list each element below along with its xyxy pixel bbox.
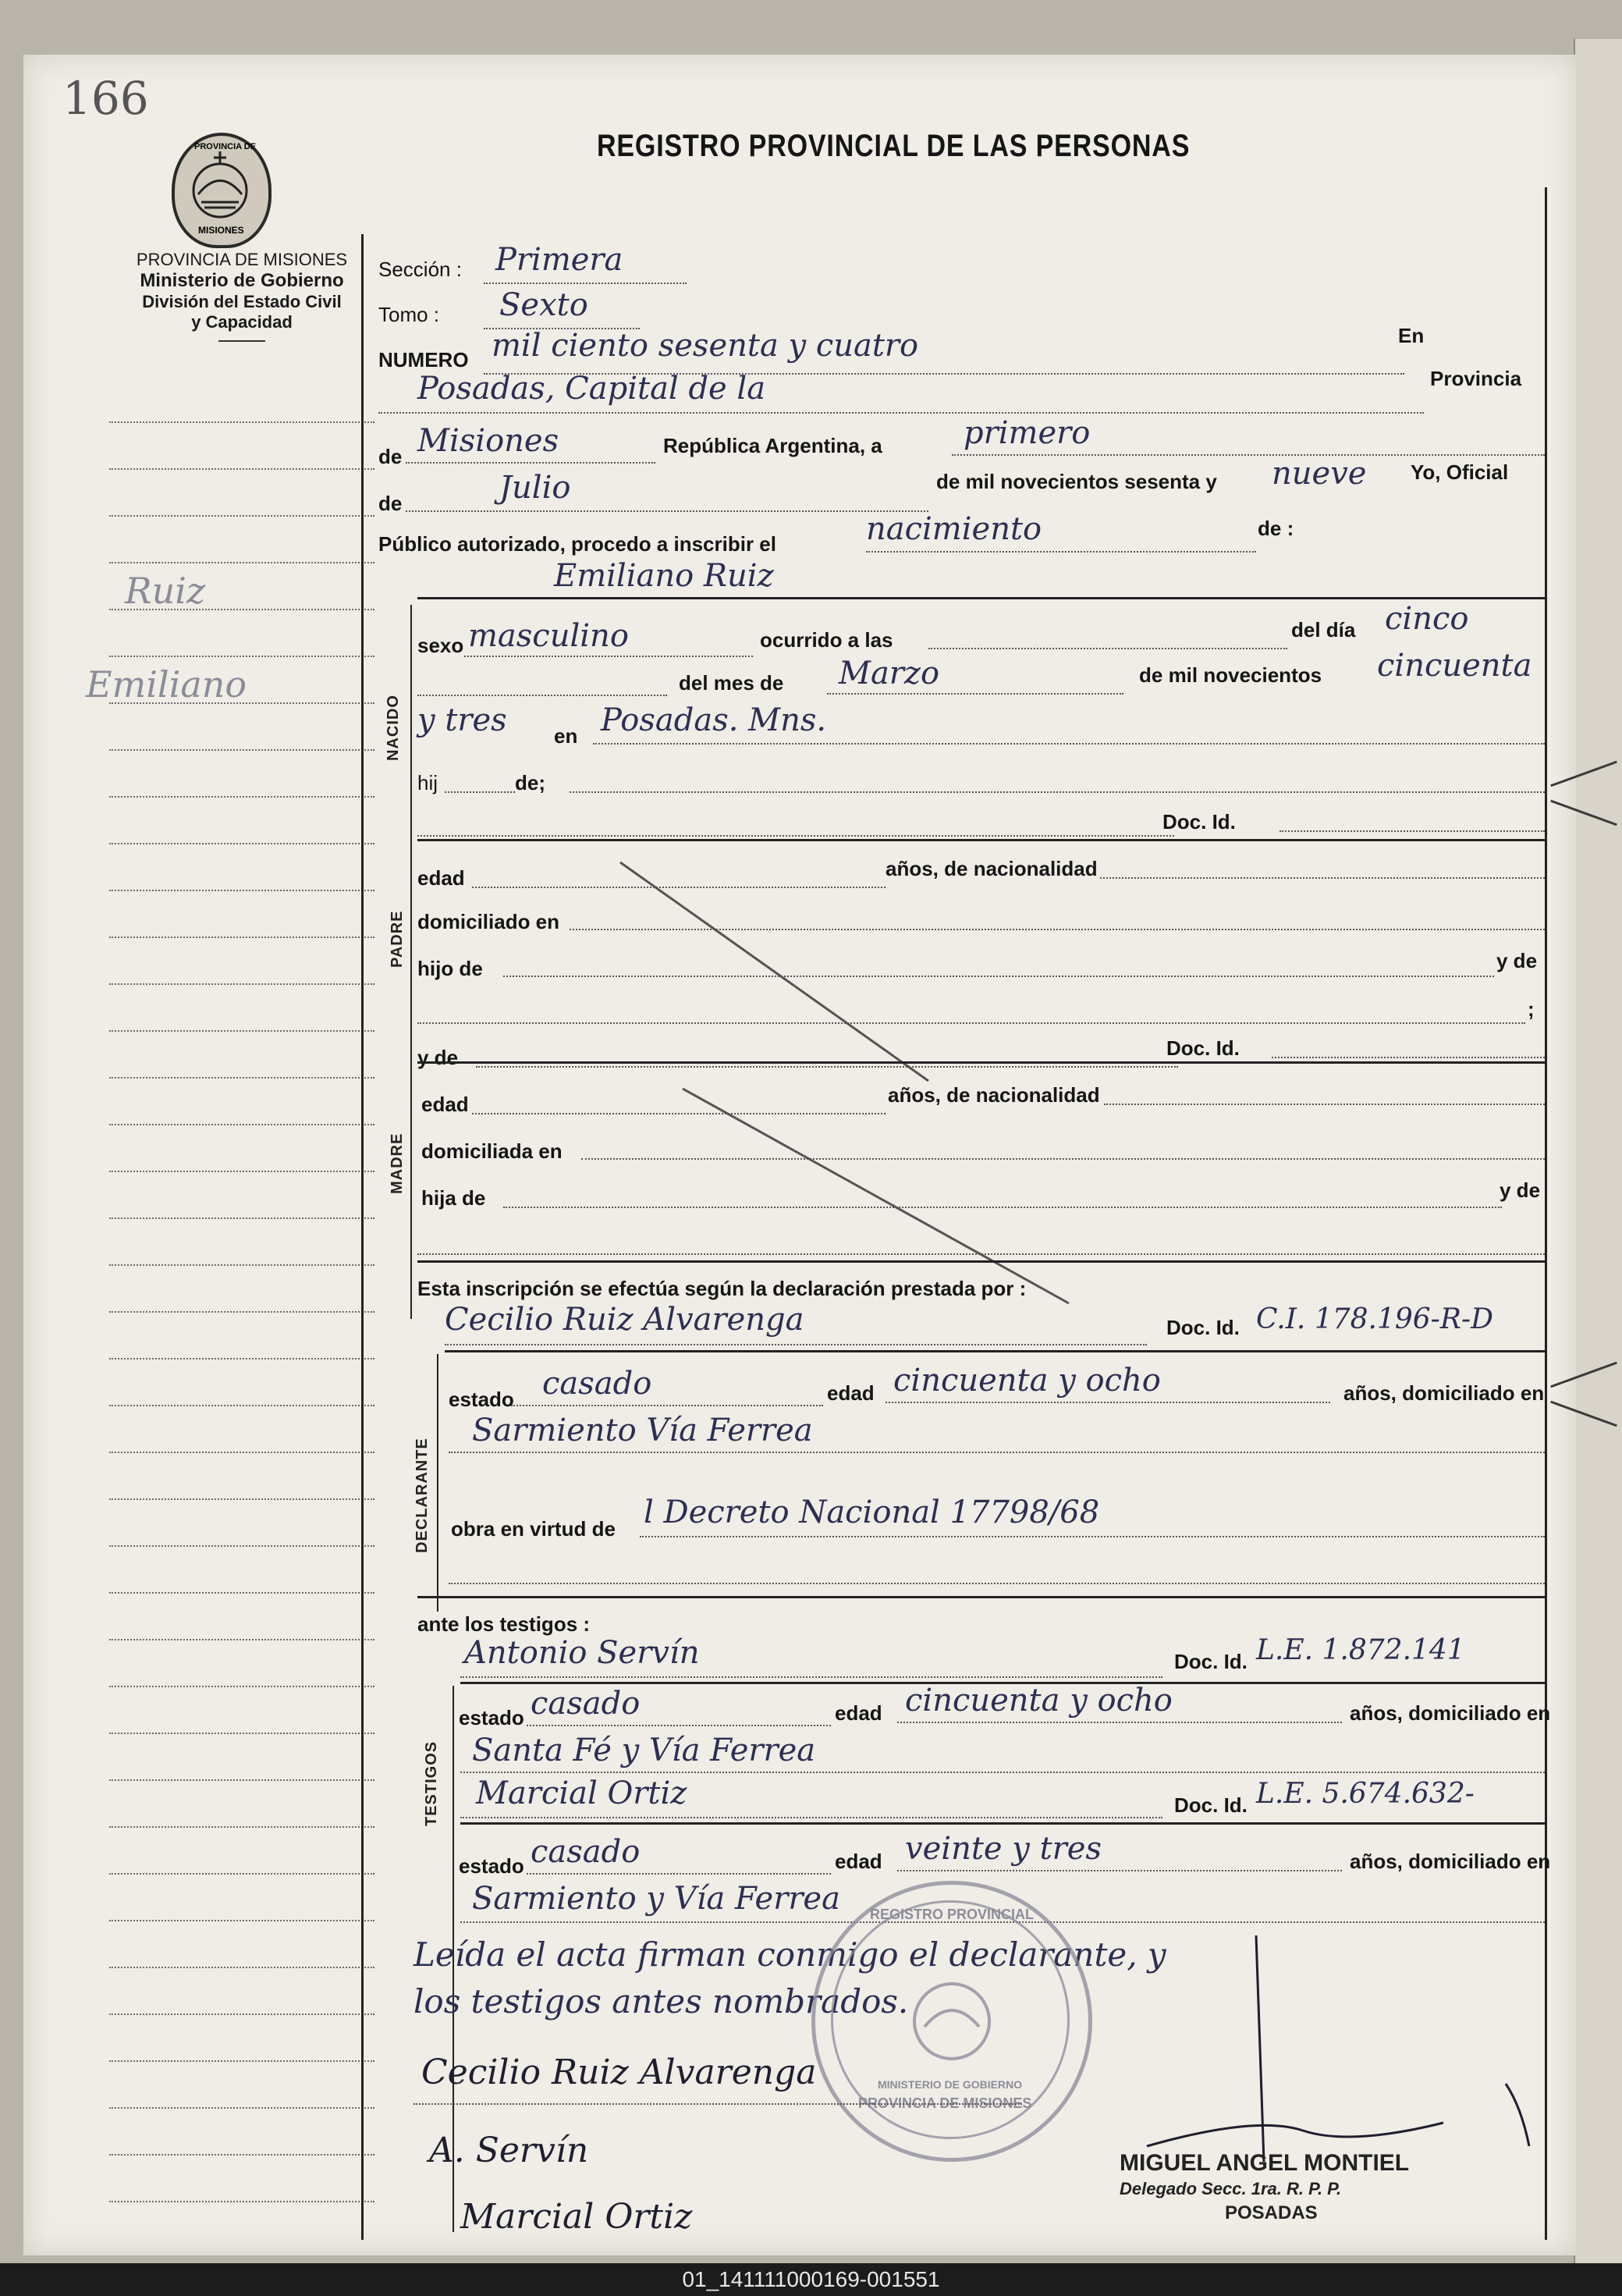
left-frame-line: [361, 234, 364, 2240]
madre-label: MADRE: [389, 1132, 406, 1194]
padre-edad-label: edad: [417, 866, 465, 890]
nombre-rule: [417, 597, 1545, 599]
anio-value: nueve: [1272, 456, 1367, 492]
ministry-province: PROVINCIA DE MISIONES: [136, 250, 348, 269]
declarante-obra-value: l Decreto Nacional 17798/68: [644, 1495, 1100, 1530]
nacido-mes-line: [827, 693, 1123, 695]
padre-label: PADRE: [389, 910, 406, 968]
madre-bracket: [410, 1069, 412, 1319]
seccion-line: [484, 283, 687, 284]
anio-label: de mil novecientos sesenta y: [936, 470, 1217, 493]
signature-declarante: Cecilio Ruiz Alvarenga: [421, 2053, 817, 2092]
acto-value: nacimiento: [866, 511, 1042, 547]
testigo1-dom-line: [460, 1772, 1545, 1773]
lugar-line: [378, 412, 1424, 414]
testigo1-estado-value: casado: [531, 1686, 641, 1722]
declarante-edad-value: cincuenta y ocho: [893, 1363, 1161, 1399]
ministry-name: Ministerio de Gobierno: [140, 270, 344, 291]
signature-testigo1: A. Servín: [429, 2131, 589, 2170]
testigo2-nombre-line: [460, 1817, 1162, 1818]
madre-doc-line: [1272, 1057, 1545, 1058]
madre-nacionalidad-label: años, de nacionalidad: [888, 1083, 1100, 1107]
declarante-doc-label: Doc. Id.: [1166, 1316, 1240, 1339]
testigo1-nombre: Antonio Servín: [464, 1635, 700, 1671]
testigo2-edad-line: [897, 1870, 1342, 1871]
ministry-capacity: y Capacidad: [191, 312, 293, 332]
madre-y-de-line: [476, 1066, 1178, 1068]
declarante-estado-line: [511, 1405, 823, 1406]
padre-hijo-label: hijo de: [417, 957, 483, 980]
testigos-label: TESTIGOS: [423, 1740, 440, 1826]
testigo1-edad-line: [897, 1722, 1342, 1723]
testigo2-rule: [460, 1822, 1545, 1825]
del-mes-label: del mes de: [679, 671, 784, 695]
nacido-mes-value: Marzo: [839, 656, 940, 691]
closing-line-2: los testigos antes nombrados.: [413, 1982, 909, 2021]
testigo1-edad-value: cincuenta y ocho: [905, 1683, 1173, 1718]
mes-line: [406, 510, 928, 512]
nacido-end-rule: [417, 839, 1545, 841]
seccion-value: Primera: [495, 242, 623, 278]
sexo-label: sexo: [417, 634, 464, 657]
testigos-intro: ante los testigos :: [417, 1612, 591, 1636]
seal-top-text: PROVINCIA DE: [194, 142, 257, 151]
declarante-end-rule: [417, 1596, 1545, 1598]
testigo1-estado-line: [527, 1725, 831, 1726]
declarante-domicilio-value: Sarmiento Vía Ferrea: [472, 1413, 813, 1448]
declarante-nombre: Cecilio Ruiz Alvarenga: [445, 1302, 804, 1338]
provincia-value: Misiones: [417, 423, 559, 459]
signature-declarante-line: [413, 2103, 1022, 2105]
provincia-line: [406, 462, 655, 464]
hij-de-line: [570, 791, 1545, 793]
de-label-2: de: [378, 492, 403, 515]
testigo2-dom-value: Sarmiento y Vía Ferrea: [472, 1881, 840, 1917]
en-label: En: [1398, 324, 1425, 347]
testigo2-estado-line: [527, 1873, 831, 1875]
stamp-ring-text: MINISTERIO DE GOBIERNO: [878, 2078, 1023, 2091]
declarante-bracket: [437, 1354, 438, 1612]
testigo2-doc-label: Doc. Id.: [1174, 1793, 1248, 1817]
official-name: MIGUEL ANGEL MONTIEL: [1120, 2150, 1410, 2176]
padre-cancel-stroke: [616, 858, 944, 1093]
padre-domicilio-label: domiciliado en: [417, 910, 560, 933]
declarante-nombre-line: [445, 1344, 1147, 1345]
oficial-label: Yo, Oficial: [1411, 460, 1509, 484]
seccion-label: Sección :: [378, 258, 462, 281]
madre-nacionalidad-line: [1104, 1104, 1545, 1105]
nacido-dia-value: cinco: [1385, 601, 1469, 637]
testigo1-doc-label: Doc. Id.: [1174, 1650, 1248, 1673]
padre-nacionalidad-label: años, de nacionalidad: [886, 857, 1098, 880]
declarante-domicilio-line: [449, 1452, 1545, 1453]
tomo-label: Tomo :: [378, 303, 440, 326]
declarante-rule: [445, 1350, 1545, 1352]
nacido-doc-label: Doc. Id.: [1162, 810, 1236, 833]
madre-doc-label: Doc. Id.: [1166, 1036, 1240, 1060]
nacido-anio-b: y tres: [417, 702, 507, 738]
stamp-top-text: REGISTRO PROVINCIAL: [870, 1907, 1035, 1922]
testigo1-doc-value: L.E. 1.872.141: [1256, 1634, 1465, 1666]
stamp-bottom-text: PROVINCIA DE MISIONES: [858, 2095, 1032, 2111]
testigo2-edad-label: edad: [835, 1850, 882, 1873]
declarante-edad-line: [886, 1402, 1330, 1403]
madre-edad-label: edad: [421, 1093, 469, 1116]
hora-line: [928, 648, 1287, 649]
numero-value: mil ciento sesenta y cuatro: [492, 328, 919, 364]
testigo1-nombre-line: [460, 1676, 1162, 1678]
madre-y-de-label-2: y de: [1500, 1178, 1541, 1202]
de-label: de: [378, 445, 403, 468]
declarante-intro: Esta inscripción se efectúa según la declaración prestada por :: [417, 1277, 1027, 1300]
padre-semicolon: ;: [1528, 997, 1535, 1021]
testigo2-dom-label: años, domiciliado en: [1350, 1850, 1551, 1873]
margin-surname: Ruiz: [125, 570, 206, 612]
madre-hija-label: hija de: [421, 1186, 486, 1210]
declarante-obra-label: obra en virtud de: [451, 1517, 616, 1541]
nacido-en-label: en: [554, 724, 578, 748]
closing-line-1: Leída el acta firman conmigo el declarante, y: [413, 1935, 1166, 1974]
testigo1-estado-label: estado: [459, 1706, 524, 1729]
publico-label: Público autorizado, procedo a inscribir el: [378, 532, 776, 556]
declarante-estado-value: casado: [542, 1366, 652, 1402]
numero-label: NUMERO: [378, 348, 469, 371]
declarante-domicilio-label: años, domiciliado en: [1343, 1381, 1545, 1405]
nacido-lugar-value: Posadas. Mns.: [601, 702, 827, 738]
nacido-doc-line-left: [417, 835, 1174, 837]
nacido-line-2: [417, 695, 667, 696]
hij-label: hij: [417, 771, 438, 794]
provincia-label: Provincia: [1430, 367, 1522, 390]
register-page: [23, 55, 1576, 2255]
dia-line: [952, 454, 1545, 456]
testigo2-edad-value: veinte y tres: [905, 1831, 1102, 1867]
padre-nacionalidad-line: [1100, 877, 1545, 879]
padre-bracket: [410, 847, 412, 1081]
next-page-edge: [1574, 39, 1622, 2263]
acto-line: [866, 551, 1256, 553]
testigo1-dom-label: años, domiciliado en: [1350, 1701, 1551, 1725]
testigo2-estado-value: casado: [531, 1834, 641, 1870]
page-number: 166: [62, 72, 149, 125]
declarante-estado-label: estado: [449, 1388, 514, 1411]
madre-top-rule: [417, 1061, 1545, 1064]
image-id-footer: 01_141111000169-001551: [0, 2263, 1622, 2296]
de-colon-label: de :: [1258, 517, 1294, 540]
seal-bottom-text: MISIONES: [198, 225, 244, 236]
sexo-line: [464, 656, 753, 657]
hij-de-label: de;: [515, 771, 545, 794]
ministry-block: [94, 250, 390, 342]
sexo-value: masculino: [468, 618, 629, 654]
official-stamp: [811, 1881, 1092, 2162]
province-seal: [172, 133, 272, 248]
ocurrido-label: ocurrido a las: [760, 628, 893, 652]
nacido-doc-line: [1279, 830, 1545, 832]
madre-domicilio-label: domiciliada en: [421, 1139, 563, 1163]
nacido-lugar-line: [593, 743, 1545, 745]
page-title: REGISTRO PROVINCIAL DE LAS PERSONAS: [597, 129, 1191, 163]
declarante-label: DECLARANTE: [413, 1438, 431, 1553]
hij-line: [445, 791, 515, 793]
declarante-obra-line: [640, 1536, 1545, 1537]
testigo2-nombre: Marcial Ortiz: [476, 1775, 687, 1811]
testigo2-estado-label: estado: [459, 1854, 524, 1878]
declarante-line-5: [449, 1583, 1545, 1584]
ministry-division: División del Estado Civil: [142, 292, 342, 311]
testigo1-dom-value: Santa Fé y Vía Ferrea: [472, 1733, 816, 1768]
nombre-value: Emiliano Ruiz: [554, 558, 774, 594]
padre-line-4: [417, 1022, 1525, 1024]
del-dia-label: del día: [1291, 618, 1356, 642]
official-signature-icon: [1100, 1928, 1553, 2177]
nacido-label: NACIDO: [385, 695, 402, 761]
testigo1-edad-label: edad: [835, 1701, 882, 1725]
nacido-anio-a: cincuenta: [1377, 648, 1532, 684]
madre-end-rule: [417, 1260, 1545, 1263]
testigo2-doc-value: L.E. 5.674.632-: [1256, 1778, 1475, 1810]
padre-y-de-label: y de: [1496, 949, 1538, 972]
nacido-bracket: [410, 605, 412, 855]
tomo-value: Sexto: [499, 287, 588, 323]
madre-y-de-label: y de: [417, 1046, 459, 1069]
ministry-divider: [218, 340, 265, 342]
dia-value: primero: [964, 415, 1091, 451]
stamp-emblem-icon: [901, 1971, 1003, 2072]
margin-given-name: Emiliano: [86, 663, 247, 706]
mes-value: Julio: [499, 470, 571, 506]
signature-testigo2: Marcial Ortiz: [460, 2197, 693, 2237]
declarante-doc-value: C.I. 178.196-R-D: [1256, 1303, 1493, 1335]
republica-label: República Argentina, a: [663, 434, 882, 457]
lugar-value: Posadas, Capital de la: [417, 371, 766, 407]
mil-label: de mil novecientos: [1139, 663, 1322, 687]
official-title: Delegado Secc. 1ra. R. P. P.: [1120, 2179, 1342, 2198]
declarante-edad-label: edad: [827, 1381, 875, 1405]
official-city: POSADAS: [1225, 2202, 1318, 2223]
